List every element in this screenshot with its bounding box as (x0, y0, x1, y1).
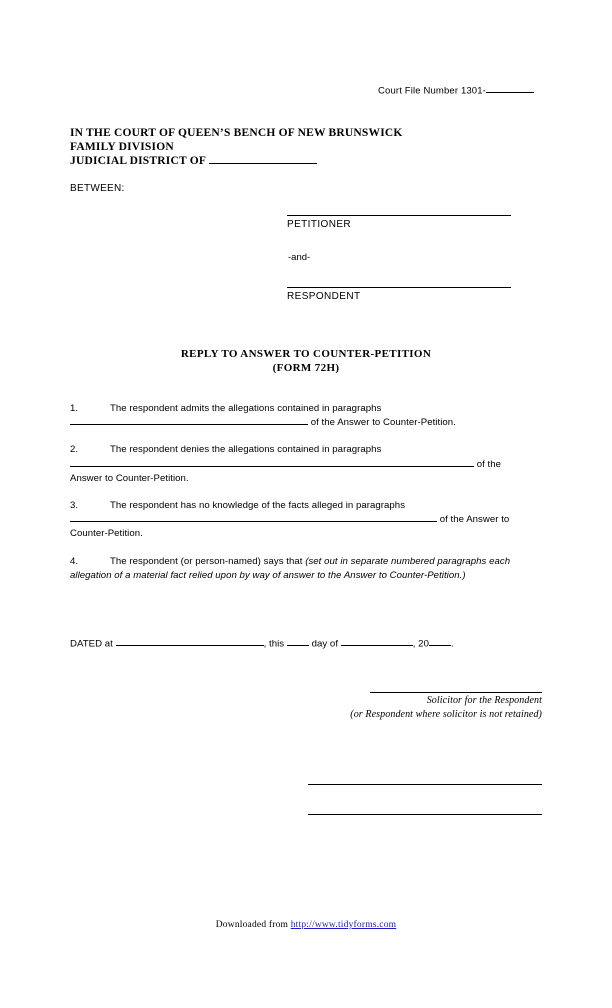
paragraph-1-number: 1. (70, 403, 79, 414)
paragraph-3-line-3: Counter-Petition. (70, 528, 143, 540)
paragraph-3-blank[interactable] (70, 514, 437, 522)
petitioner-block (287, 215, 511, 230)
dated-mid-3: , 20 (412, 638, 429, 650)
paragraph-3-line-1 (70, 499, 545, 513)
document-title-line-2: (FORM 72H) (272, 361, 340, 374)
respondent-label: RESPONDENT (287, 291, 361, 302)
signature-input[interactable] (370, 692, 542, 693)
paragraph-4 (70, 555, 545, 583)
court-heading-line-1: IN THE COURT OF QUEEN’S BENCH OF NEW BRUNSWICK (70, 127, 403, 139)
blank-line-2[interactable] (308, 814, 542, 815)
paragraph-2-text: The respondent denies the allegations contained in paragraphs (110, 444, 382, 456)
paragraph-3-number: 3. (70, 500, 79, 512)
blank-line-1[interactable] (308, 784, 542, 785)
court-heading-line-2: FAMILY DIVISION (70, 140, 174, 153)
dated-year-input[interactable] (429, 638, 451, 646)
signature-caption-2: (or Respondent where solicitor is not retained) (350, 709, 542, 720)
paragraph-1-line-2 (70, 416, 545, 430)
footer (0, 920, 612, 930)
paragraph-1-blank[interactable] (70, 417, 308, 425)
paragraph-3-text: The respondent has no knowledge of the facts alleged in paragraphs (110, 500, 406, 512)
paragraph-1-tail: of the Answer to Counter-Petition. (310, 417, 456, 429)
paragraph-4-number: 4. (70, 555, 79, 567)
petitioner-label: PETITIONER (287, 219, 352, 230)
signature-block (302, 692, 542, 721)
between-label: BETWEEN: (70, 183, 125, 194)
court-file-input[interactable] (486, 85, 534, 93)
dated-mid-1: , this (263, 638, 285, 650)
dated-line (70, 638, 454, 649)
court-heading (70, 127, 403, 169)
body-section (70, 402, 545, 596)
paragraph-4-instruction: (set out in separate numbered paragraphs each allegation of a material fact relied upon by way of answer to the Answer to Counter-Petition.) (70, 555, 511, 581)
paragraph-2-line-3: Answer to Counter-Petition. (70, 472, 189, 484)
paragraph-4-content (70, 555, 545, 583)
paragraph-2-line-1 (70, 443, 545, 457)
court-heading-line-3 (70, 154, 403, 169)
judicial-district-label: JUDICIAL DISTRICT OF (70, 155, 207, 168)
court-file-label: Court File Number 1301- (378, 85, 486, 97)
document-title-line-1: REPLY TO ANSWER TO COUNTER-PETITION (180, 348, 432, 360)
paragraph-1-line-1 (70, 402, 545, 416)
dated-suffix: . (450, 638, 454, 650)
paragraph-2-number: 2. (70, 444, 79, 456)
paragraph-2-blank[interactable] (70, 458, 474, 466)
and-label: -and- (288, 252, 311, 263)
paragraph-3-line-2 (70, 513, 545, 527)
dated-mid-2: day of (311, 638, 339, 650)
paragraph-1 (70, 402, 545, 430)
paragraph-2-tail: of the (476, 458, 502, 470)
paragraph-2 (70, 443, 545, 486)
respondent-input[interactable] (287, 287, 511, 288)
petitioner-input[interactable] (287, 215, 511, 216)
paragraph-3 (70, 499, 545, 542)
paragraph-1-text: The respondent admits the allegations contained in paragraphs (110, 403, 382, 414)
footer-prefix: Downloaded from (215, 920, 291, 930)
document-title (70, 348, 542, 375)
dated-place-input[interactable] (116, 638, 264, 646)
dated-day-input[interactable] (287, 638, 309, 646)
court-file-number (378, 85, 534, 96)
respondent-block (287, 287, 511, 302)
tidyforms-link[interactable]: http://www.tidyforms.com (290, 920, 397, 930)
dated-prefix: DATED at (70, 638, 113, 650)
paragraph-4-lead: The respondent (or person-named) says that (110, 555, 303, 567)
paragraph-2-line-2 (70, 458, 545, 472)
paragraph-3-tail: of the Answer to (439, 514, 510, 526)
signature-caption-1: Solicitor for the Respondent (426, 695, 542, 706)
dated-month-input[interactable] (341, 638, 413, 646)
judicial-district-input[interactable] (209, 154, 317, 164)
